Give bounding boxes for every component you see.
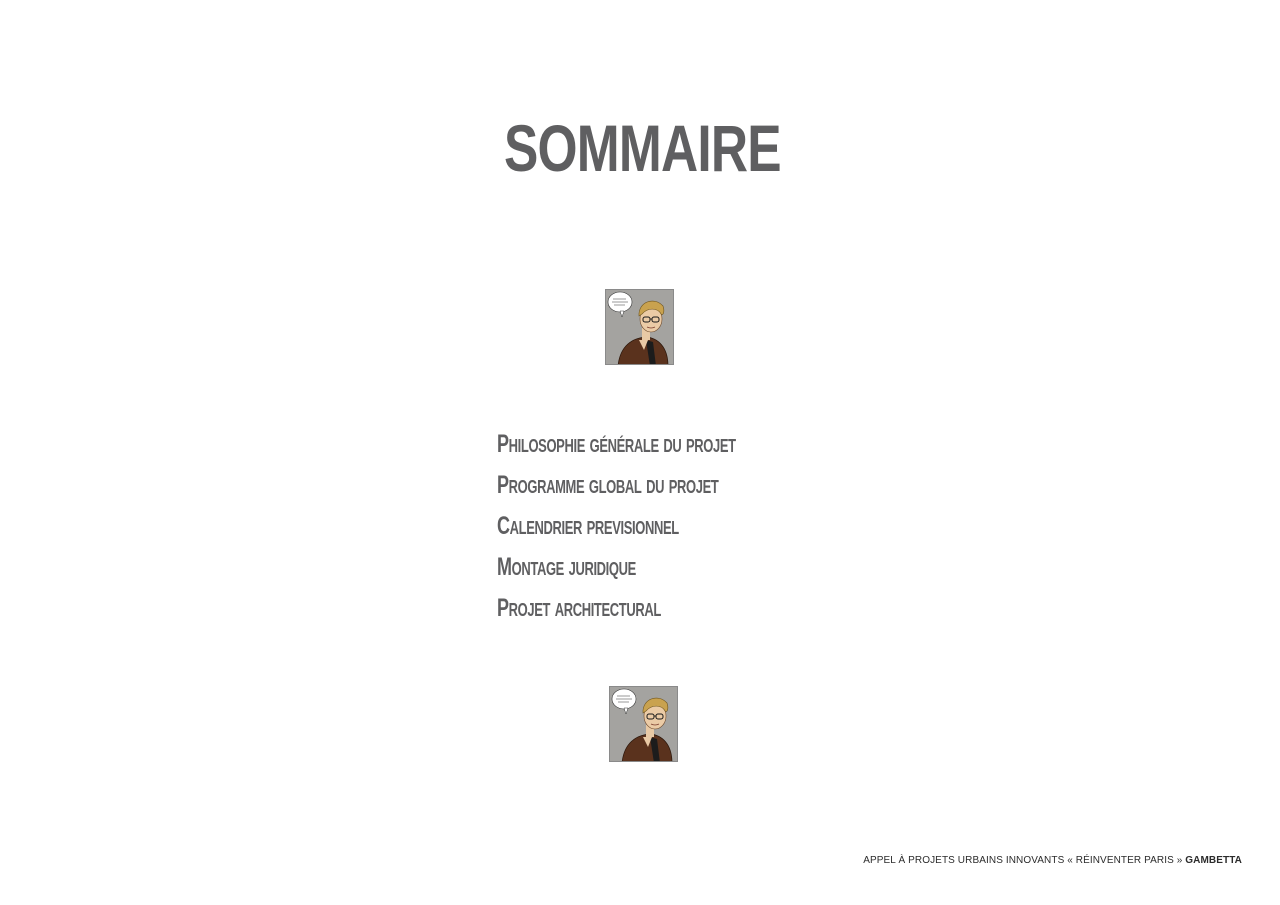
comic-portrait-drawing [606,290,674,365]
comic-portrait-illustration [605,289,674,365]
footer-project-name: GAMBETTA [1185,855,1242,866]
toc-item-programme: Programme global du projet [497,471,719,499]
footer-text: APPEL À PROJETS URBAINS INNOVANTS « RÉINVENTER PARIS » [863,855,1186,866]
toc-item-montage: Montage juridique [497,553,636,581]
comic-portrait-illustration-bottom [609,686,678,762]
table-of-contents [497,424,829,629]
comic-portrait-drawing-bottom [610,687,678,762]
toc-item-philosophie: Philosophie générale du projet [497,430,736,458]
page-title: SOMMAIRE [503,111,781,185]
toc-item-calendrier: Calendrier previsionnel [497,512,679,540]
toc-item-projet-architectural: Projet architectural [497,594,661,622]
footer [863,855,1242,866]
